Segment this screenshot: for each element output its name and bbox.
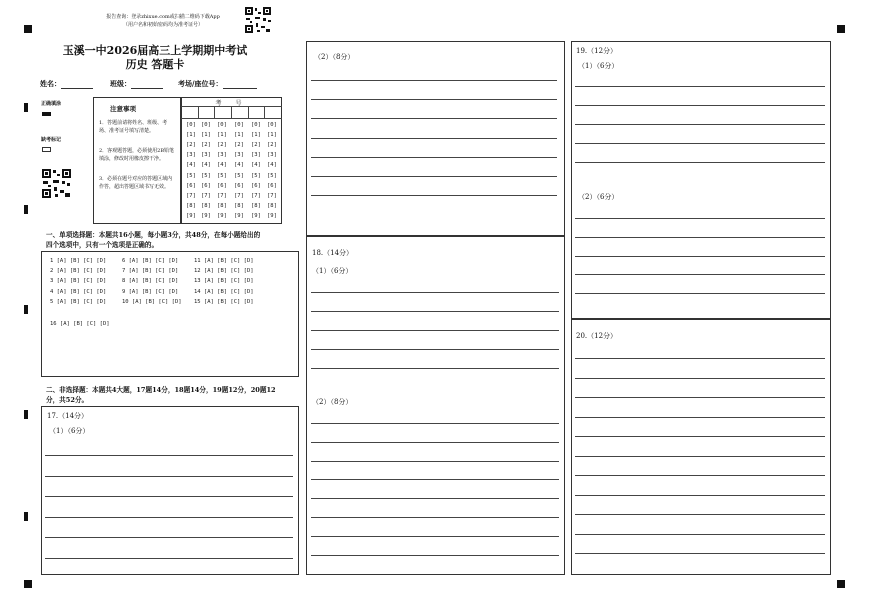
section2-heading: 二、非选择题：本题共4大题，17题14分，18题14分，19题12分，20题12	[46, 386, 276, 394]
name-blank[interactable]	[61, 81, 93, 89]
q17-heading: 17.（14分）	[47, 412, 89, 420]
exam-digit-bubble[interactable]: [2]	[234, 142, 244, 149]
class-blank[interactable]	[131, 81, 163, 89]
exam-digit-bubble[interactable]: [9]	[251, 212, 261, 219]
answer-line	[311, 118, 557, 119]
exam-digit-bubble[interactable]: [4]	[201, 162, 211, 169]
answer-line	[311, 423, 559, 424]
note-item-2: 2．客观题答题，必须使用2B铅笔填涂，修改时用橡皮擦干净。	[99, 148, 175, 162]
exam-digit-bubble[interactable]: [2]	[217, 142, 227, 149]
choice-row[interactable]: 15 [A] [B] [C] [D]	[194, 298, 254, 305]
exam-digit-bubble[interactable]: [7]	[234, 192, 244, 199]
exam-digit-bubble[interactable]: [6]	[217, 182, 227, 189]
choice-row[interactable]: 2 [A] [B] [C] [D]	[50, 268, 107, 275]
exam-digit-bubble[interactable]: [4]	[251, 162, 261, 169]
exam-digit-bubble[interactable]: [8]	[217, 202, 227, 209]
choice-row[interactable]: 14 [A] [B] [C] [D]	[194, 288, 254, 295]
exam-digit-bubble[interactable]: [0]	[201, 122, 211, 128]
q18-part2-label: （2）（8分）	[312, 398, 353, 406]
exam-digit-bubble[interactable]: [2]	[267, 142, 277, 149]
exam-digit-bubble[interactable]: [5]	[234, 172, 244, 179]
exam-digit-bubble[interactable]: [0]	[186, 122, 196, 128]
exam-digit-bubble[interactable]: [2]	[201, 142, 211, 149]
answer-line	[575, 553, 825, 554]
answer-line	[575, 456, 825, 457]
exam-digit-bubble[interactable]: [6]	[201, 182, 211, 189]
exam-digit-bubble[interactable]: [8]	[267, 202, 277, 209]
choice-row[interactable]: 7 [A] [B] [C] [D]	[122, 268, 179, 275]
answer-line	[575, 378, 825, 379]
qr-code-icon	[244, 6, 272, 34]
answer-line	[575, 162, 825, 163]
exam-digit-bubble[interactable]: [3]	[267, 152, 277, 159]
answer-line	[45, 455, 293, 456]
section1-heading-cont: 四个选项中，只有一个选项是正确的。	[46, 241, 159, 249]
login-notice: （用户名和初始密码均为准考证号）	[122, 22, 203, 28]
registration-mark-top-left	[24, 25, 32, 33]
exam-digit-bubble[interactable]: [9]	[201, 212, 211, 219]
answer-line	[575, 293, 825, 294]
choice-row[interactable]: 11 [A] [B] [C] [D]	[194, 258, 254, 264]
correct-fill-sample	[42, 112, 51, 116]
answer-line	[575, 417, 825, 418]
choice-row[interactable]: 9 [A] [B] [C] [D]	[122, 288, 179, 295]
exam-digit-bubble[interactable]: [3]	[234, 152, 244, 159]
answer-line	[575, 436, 825, 437]
answer-line	[311, 536, 559, 537]
answer-line	[575, 237, 825, 238]
exam-digit-bubble[interactable]: [3]	[186, 152, 196, 159]
notes-title: 注意事项	[110, 105, 136, 113]
exam-digit-bubble[interactable]: [8]	[201, 202, 211, 209]
answer-line	[311, 176, 557, 177]
registration-mark-bottom-left	[24, 580, 32, 588]
exam-digit-bubble[interactable]: [5]	[201, 172, 211, 179]
answer-line	[45, 537, 293, 538]
choice-row[interactable]: 6 [A] [B] [C] [D]	[122, 258, 179, 264]
answer-line	[311, 461, 559, 462]
answer-line	[575, 358, 825, 359]
exam-number-column-divider	[214, 106, 215, 118]
name-field[interactable]	[40, 79, 93, 89]
exam-digit-bubble[interactable]: [1]	[267, 132, 277, 139]
absent-mark-label: 缺考标记	[41, 137, 62, 143]
exam-digit-bubble[interactable]: [1]	[186, 132, 196, 139]
exam-digit-bubble[interactable]: [5]	[186, 172, 196, 179]
q17-part1-label: （1）（6分）	[49, 427, 90, 435]
exam-number-column-divider	[231, 106, 232, 118]
answer-line	[311, 330, 559, 331]
answer-line	[311, 138, 557, 139]
exam-digit-bubble[interactable]: [4]	[234, 162, 244, 169]
exam-digit-bubble[interactable]: [7]	[267, 192, 277, 199]
exam-digit-bubble[interactable]: [9]	[217, 212, 227, 219]
exam-digit-bubble[interactable]: [1]	[217, 132, 227, 139]
answer-line	[575, 143, 825, 144]
answer-line	[575, 514, 825, 515]
registration-mark-bottom-right	[837, 580, 845, 588]
exam-digit-bubble[interactable]: [5]	[267, 172, 277, 179]
exam-digit-bubble[interactable]: [0]	[251, 122, 261, 128]
choice-row[interactable]: 4 [A] [B] [C] [D]	[50, 288, 107, 295]
answer-line	[45, 496, 293, 497]
qr-code-icon	[41, 168, 72, 199]
section1-heading: 一、单项选择题：本题共16小题，每小题3分，共48分，在每小题给出的	[46, 231, 261, 239]
choice-row-16[interactable]: 16 [A] [B] [C] [D]	[50, 321, 110, 327]
answer-line	[311, 292, 559, 293]
exam-number-column-divider	[248, 106, 249, 118]
q19-part1-label: （1）（6分）	[578, 62, 619, 70]
exam-number-divider	[181, 118, 282, 119]
absent-checkbox[interactable]	[42, 147, 51, 152]
exam-digit-bubble[interactable]: [9]	[234, 212, 244, 219]
choice-row[interactable]: 1 [A] [B] [C] [D]	[50, 258, 107, 264]
exam-digit-bubble[interactable]: [1]	[251, 132, 261, 139]
report-notice: 报告查询：登录zhixue.com或扫描二维码下载App	[106, 14, 220, 20]
exam-digit-bubble[interactable]: [8]	[251, 202, 261, 209]
exam-digit-bubble[interactable]: [6]	[267, 182, 277, 189]
answer-line	[311, 368, 559, 369]
exam-digit-bubble[interactable]: [1]	[201, 132, 211, 139]
exam-digit-bubble[interactable]: [3]	[251, 152, 261, 159]
choice-row[interactable]: 3 [A] [B] [C] [D]	[50, 278, 107, 285]
exam-digit-bubble[interactable]: [7]	[217, 192, 227, 199]
q19-heading: 19.（12分）	[576, 47, 618, 55]
answer-line	[311, 99, 557, 100]
exam-digit-bubble[interactable]: [2]	[186, 142, 196, 149]
answer-line	[575, 534, 825, 535]
section2-heading-cont: 分，共52分。	[46, 396, 89, 404]
q17-part2-label: （2）（8分）	[314, 53, 355, 61]
answer-line	[311, 517, 559, 518]
exam-number-label: 考 号	[215, 100, 248, 107]
answer-line	[45, 558, 293, 559]
registration-mark-top-right	[837, 25, 845, 33]
timing-mark	[24, 205, 28, 214]
answer-line	[311, 498, 559, 499]
timing-mark	[24, 512, 28, 521]
exam-digit-bubble[interactable]: [2]	[251, 142, 261, 149]
choice-row[interactable]: 8 [A] [B] [C] [D]	[122, 278, 179, 285]
exam-digit-bubble[interactable]: [7]	[251, 192, 261, 199]
room-label: 考场/座位号：	[178, 79, 223, 88]
answer-line	[575, 124, 825, 125]
answer-line	[311, 157, 557, 158]
exam-digit-bubble[interactable]: [7]	[201, 192, 211, 199]
exam-digit-bubble[interactable]: [3]	[201, 152, 211, 159]
exam-digit-bubble[interactable]: [6]	[251, 182, 261, 189]
page-subtitle: 历史 答题卡	[125, 58, 185, 71]
exam-digit-bubble[interactable]: [4]	[217, 162, 227, 169]
exam-digit-bubble[interactable]: [0]	[217, 122, 227, 128]
exam-digit-bubble[interactable]: [1]	[234, 132, 244, 139]
answer-line	[575, 397, 825, 398]
exam-digit-bubble[interactable]: [4]	[267, 162, 277, 169]
answer-line	[311, 80, 557, 81]
q18-heading: 18.（14分）	[312, 249, 354, 257]
room-blank[interactable]	[223, 81, 257, 89]
timing-mark	[24, 305, 28, 314]
exam-number-column-divider	[264, 106, 265, 118]
page-title: 玉溪一中2026届高三上学期期中考试	[62, 44, 248, 57]
exam-digit-bubble[interactable]: [7]	[186, 192, 196, 199]
choice-row[interactable]: 13 [A] [B] [C] [D]	[194, 278, 254, 285]
answer-line	[45, 476, 293, 477]
exam-digit-bubble[interactable]: [8]	[186, 202, 196, 209]
answer-line	[575, 495, 825, 496]
exam-digit-bubble[interactable]: [6]	[186, 182, 196, 189]
note-item-3: 3．必须在题号对应的答题区域内作答，超出答题区域书写无效。	[99, 176, 173, 190]
choice-row[interactable]: 12 [A] [B] [C] [D]	[194, 268, 254, 275]
q20-heading: 20.（12分）	[576, 332, 618, 340]
timing-mark	[24, 410, 28, 419]
q18-part1-label: （1）（6分）	[312, 267, 353, 275]
answer-line	[575, 218, 825, 219]
exam-digit-bubble[interactable]: [5]	[217, 172, 227, 179]
answer-line	[311, 479, 559, 480]
exam-digit-bubble[interactable]: [9]	[267, 212, 277, 219]
answer-line	[311, 311, 559, 312]
exam-digit-bubble[interactable]: [5]	[251, 172, 261, 179]
answer-line	[311, 195, 557, 196]
answer-line	[575, 105, 825, 106]
timing-mark	[24, 103, 28, 112]
answer-line	[311, 442, 559, 443]
answer-line	[311, 349, 559, 350]
answer-line	[311, 555, 559, 556]
q19-box[interactable]	[571, 41, 831, 319]
exam-digit-bubble[interactable]: [4]	[186, 162, 196, 169]
answer-line	[575, 475, 825, 476]
choice-row[interactable]: 5 [A] [B] [C] [D]	[50, 298, 107, 305]
choice-row[interactable]: 10 [A] [B] [C] [D]	[122, 298, 182, 305]
correct-fill-label: 正确填涂	[41, 101, 62, 107]
class-label: 班级：	[110, 79, 131, 88]
exam-digit-bubble[interactable]: [8]	[234, 202, 244, 209]
q19-part2-label: （2）（6分）	[578, 193, 619, 201]
exam-digit-bubble[interactable]: [6]	[234, 182, 244, 189]
exam-digit-bubble[interactable]: [0]	[234, 122, 244, 128]
exam-digit-bubble[interactable]: [9]	[186, 212, 196, 219]
exam-digit-bubble[interactable]: [0]	[267, 122, 277, 128]
answer-line	[45, 517, 293, 518]
room-field[interactable]	[178, 79, 257, 89]
exam-number-column-divider	[198, 106, 199, 118]
answer-line	[575, 274, 825, 275]
exam-digit-bubble[interactable]: [3]	[217, 152, 227, 159]
answer-line	[575, 256, 825, 257]
note-item-1: 1．答题前请将姓名、班级、考场、准考证号填写清楚。	[99, 120, 168, 134]
name-label: 姓名：	[40, 79, 61, 88]
answer-line	[575, 86, 825, 87]
class-field[interactable]	[110, 79, 163, 89]
